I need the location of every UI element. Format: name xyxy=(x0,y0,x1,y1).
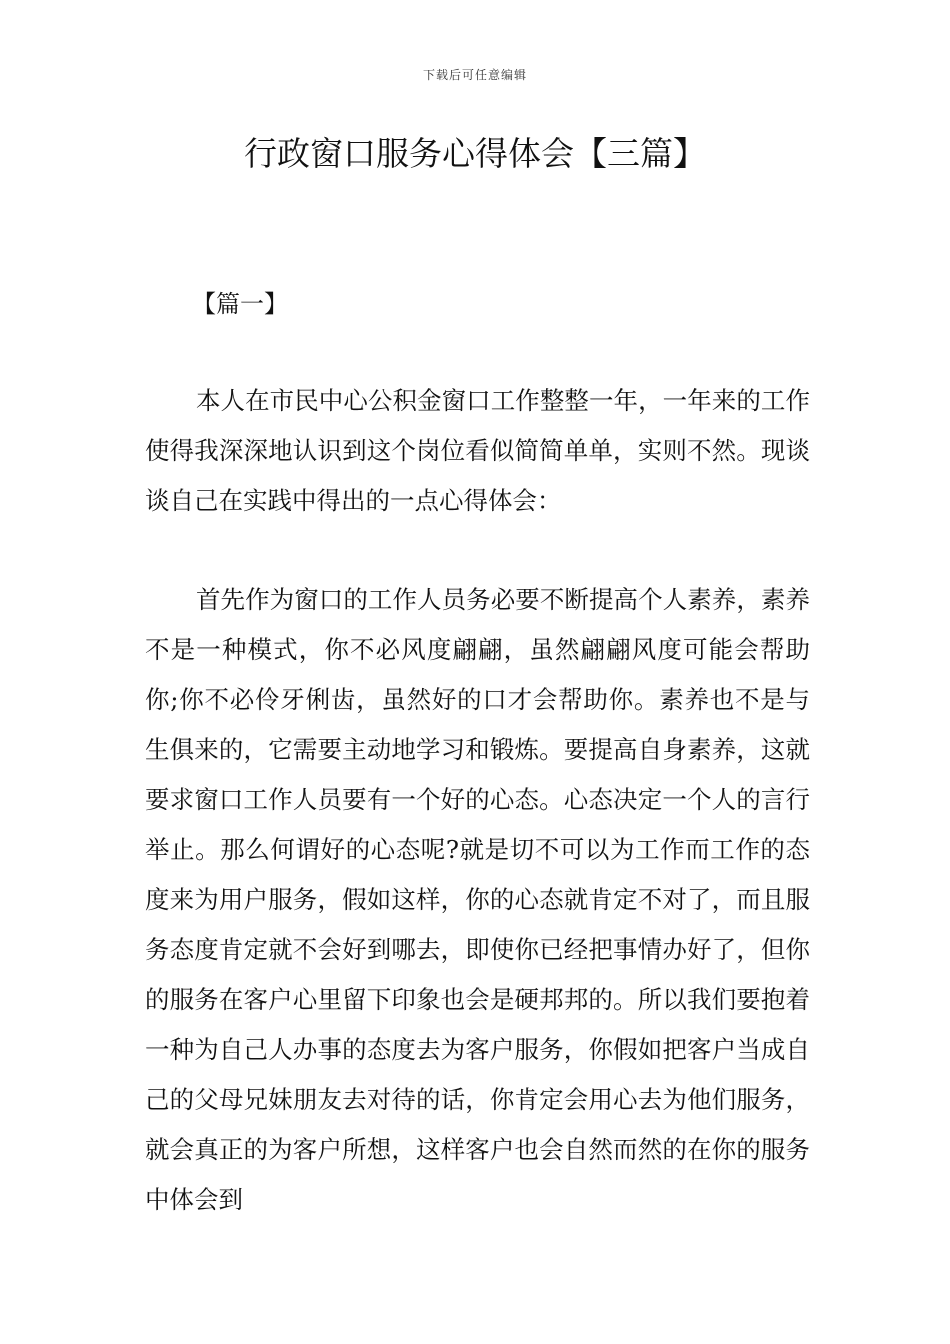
header-note: 下载后可任意编辑 xyxy=(422,68,527,82)
paragraph-2: 首先作为窗口的工作人员务必要不断提高个人素养，素养不是一种模式，你不必风度翩翩，虽然翩翩风度可能会帮助你;你不必伶牙俐齿，虽然好的口才会帮助你。素养也不是与生俱来的，它需要主动地学习和锻炼。要提高自身素养，这就要求窗口工作人员要有一个好的心态。心态决定一个人的言行举止。那么何谓好的心态呢?就是切不可以为工作而工作的态度来为用户服务，假如这样，你的心态就肯定不对了，而且服务态度肯定就不会好到哪去，即使你已经把事情办好了，但你的服务在客户心里留下印象也会是硬邦邦的。所以我们要抱着一种为自己人办事的态度去为客户服务，你假如把客户当成自己的父母兄妹朋友去对待的话，你肯定会用心去为他们服务，就会真正的为客户所想，这样客户也会自然而然的在你的服务中体会到 xyxy=(145,585,810,1214)
document-title: 行政窗口服务心得体会【三篇】 xyxy=(244,134,706,173)
section-heading: 【篇一】 xyxy=(192,290,288,318)
paragraph-1: 本人在市民中心公积金窗口工作整整一年，一年来的工作使得我深深地认识到这个岗位看似简简单单，实则不然。现谈谈自己在实践中得出的一点心得体会： xyxy=(145,386,810,515)
